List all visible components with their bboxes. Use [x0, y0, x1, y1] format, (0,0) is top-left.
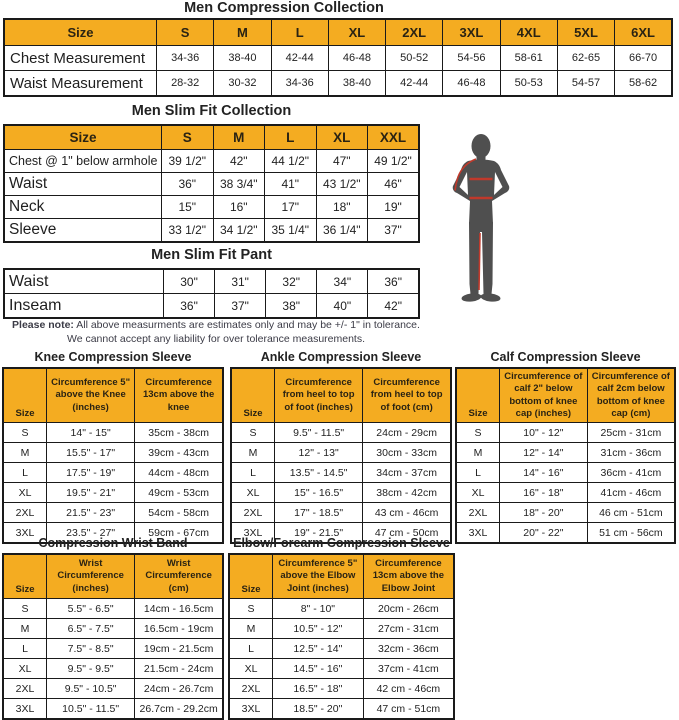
- cell-value: 24cm - 26.7cm: [135, 679, 223, 699]
- row-label: Sleeve: [4, 219, 162, 243]
- cell-value: 10" - 12": [500, 423, 588, 443]
- column-header: Circumference 13cm above the knee: [135, 368, 223, 423]
- row-label: M: [229, 619, 273, 639]
- table-row: [4, 173, 419, 196]
- cell-value: 46": [368, 173, 420, 196]
- table-row: [3, 443, 223, 463]
- cell-value: 47 cm - 51cm: [363, 699, 454, 720]
- column-header: Size: [3, 368, 47, 423]
- cell-value: 58-61: [500, 46, 557, 71]
- cell-value: 35 1/4": [265, 219, 317, 243]
- column-header: Size: [4, 19, 157, 46]
- table-row: [456, 503, 675, 523]
- table-row: [3, 659, 223, 679]
- table-row: [456, 483, 675, 503]
- cell-value: 43 1/2": [316, 173, 368, 196]
- cell-value: 12.5" - 14": [273, 639, 364, 659]
- cell-value: 30cm - 33cm: [363, 443, 451, 463]
- column-header: Circumference 5" above the Elbow Joint (inches): [273, 554, 364, 599]
- row-label: S: [3, 423, 47, 443]
- row-label: Waist: [4, 173, 162, 196]
- cell-value: 43 cm - 46cm: [363, 503, 451, 523]
- table-row: [4, 71, 672, 97]
- cell-value: 21.5" - 23": [47, 503, 135, 523]
- title-calf-compression-sleeve: Calf Compression Sleeve: [490, 350, 641, 364]
- column-header: XL: [328, 19, 385, 46]
- row-label: XL: [3, 483, 47, 503]
- cell-value: 18": [316, 196, 368, 219]
- cell-value: 6.5" - 7.5": [47, 619, 135, 639]
- cell-value: 49cm - 53cm: [135, 483, 223, 503]
- row-label: XL: [3, 659, 47, 679]
- column-header: 3XL: [443, 19, 500, 46]
- column-header: XL: [316, 125, 368, 150]
- title-compression-wrist-band: Compression Wrist Band: [38, 536, 188, 550]
- table-row: [456, 463, 675, 483]
- table-row: [229, 679, 454, 699]
- cell-value: 39 1/2": [162, 150, 214, 173]
- cell-value: 14.5" - 16": [273, 659, 364, 679]
- table-row: [3, 679, 223, 699]
- cell-value: 19.5" - 21": [47, 483, 135, 503]
- row-label: 2XL: [3, 679, 47, 699]
- cell-value: 54-56: [443, 46, 500, 71]
- header-row: [231, 368, 451, 423]
- cell-value: 36cm - 41cm: [587, 463, 675, 483]
- cell-value: 35cm - 38cm: [135, 423, 223, 443]
- cell-value: 42-44: [271, 46, 328, 71]
- cell-value: 15" - 16.5": [275, 483, 363, 503]
- title-ankle-compression-sleeve: Ankle Compression Sleeve: [260, 350, 422, 364]
- cell-value: 26.7cm - 29.2cm: [135, 699, 223, 720]
- row-label: S: [229, 599, 273, 619]
- calf-compression-sleeve-table: [455, 367, 676, 544]
- cell-value: 38-40: [328, 71, 385, 97]
- note-line2: We cannot accept any liability for over tolerance measurements.: [66, 332, 366, 345]
- cell-value: 36": [162, 173, 214, 196]
- table-row: [4, 269, 419, 294]
- cell-value: 36 1/4": [316, 219, 368, 243]
- row-label: Waist: [4, 269, 164, 294]
- cell-value: 19cm - 21.5cm: [135, 639, 223, 659]
- cell-value: 20cm - 26cm: [363, 599, 454, 619]
- row-label: S: [456, 423, 500, 443]
- column-header: Size: [229, 554, 273, 599]
- table-row: [3, 463, 223, 483]
- column-header: Wrist Circumference (cm): [135, 554, 223, 599]
- column-header: Circumference from heel to top of foot (cm): [363, 368, 451, 423]
- knee-compression-sleeve-table: [2, 367, 224, 544]
- cell-value: 17" - 18.5": [275, 503, 363, 523]
- cell-value: 39cm - 43cm: [135, 443, 223, 463]
- cell-value: 16": [213, 196, 265, 219]
- cell-value: 16" - 18": [500, 483, 588, 503]
- column-header: XXL: [368, 125, 420, 150]
- header-row: [4, 19, 672, 46]
- table-row: [231, 483, 451, 503]
- cell-value: 37": [215, 294, 266, 319]
- cell-value: 23.5" - 27": [47, 523, 135, 544]
- row-label: M: [3, 443, 47, 463]
- cell-value: 14cm - 16.5cm: [135, 599, 223, 619]
- cell-value: 32": [266, 269, 317, 294]
- table-row: [3, 599, 223, 619]
- column-header: Circumference 13cm above the Elbow Joint: [363, 554, 454, 599]
- row-label: M: [3, 619, 47, 639]
- cell-value: 20" - 22": [500, 523, 588, 544]
- title-men-slim-fit-collection: Men Slim Fit Collection: [131, 103, 292, 119]
- row-label: Neck: [4, 196, 162, 219]
- cell-value: 36": [368, 269, 419, 294]
- cell-value: 41": [265, 173, 317, 196]
- cell-value: 10.5" - 11.5": [47, 699, 135, 720]
- row-label: Waist Measurement: [4, 71, 157, 97]
- row-label: S: [3, 599, 47, 619]
- cell-value: 62-65: [557, 46, 614, 71]
- cell-value: 24cm - 29cm: [363, 423, 451, 443]
- cell-value: 34-36: [271, 71, 328, 97]
- cell-value: 5.5" - 6.5": [47, 599, 135, 619]
- cell-value: 14" - 15": [47, 423, 135, 443]
- table-row: [4, 294, 419, 319]
- cell-value: 34": [317, 269, 368, 294]
- row-label: Chest Measurement: [4, 46, 157, 71]
- male-silhouette-figure: [446, 134, 516, 312]
- cell-value: 30": [164, 269, 215, 294]
- cell-value: 42-44: [386, 71, 443, 97]
- table-row: [229, 599, 454, 619]
- row-label: 3XL: [456, 523, 500, 544]
- table-row: [3, 483, 223, 503]
- elbow-forearm-compression-sleeve-table: [228, 553, 455, 720]
- table-row: [4, 219, 419, 243]
- header-row: [3, 554, 223, 599]
- row-label: XL: [456, 483, 500, 503]
- cell-value: 54-57: [557, 71, 614, 97]
- cell-value: 41cm - 46cm: [587, 483, 675, 503]
- row-label: S: [231, 423, 275, 443]
- cell-value: 47": [316, 150, 368, 173]
- column-header: 4XL: [500, 19, 557, 46]
- column-header: M: [213, 125, 265, 150]
- column-header: Size: [3, 554, 47, 599]
- cell-value: 17": [265, 196, 317, 219]
- men-slim-fit-pant-table: [3, 268, 420, 319]
- cell-value: 44 1/2": [265, 150, 317, 173]
- table-row: [231, 443, 451, 463]
- table-row: [4, 150, 419, 173]
- row-label: L: [3, 639, 47, 659]
- cell-value: 38": [266, 294, 317, 319]
- table-row: [3, 639, 223, 659]
- table-row: [4, 46, 672, 71]
- cell-value: 31": [215, 269, 266, 294]
- table-row: [231, 463, 451, 483]
- table-row: [456, 523, 675, 544]
- cell-value: 34-36: [157, 46, 214, 71]
- cell-value: 18" - 20": [500, 503, 588, 523]
- cell-value: 49 1/2": [368, 150, 420, 173]
- row-label: XL: [231, 483, 275, 503]
- cell-value: 9.5" - 9.5": [47, 659, 135, 679]
- column-header: S: [162, 125, 214, 150]
- table-row: [229, 659, 454, 679]
- column-header: Circumference 5" above the Knee (inches): [47, 368, 135, 423]
- title-men-slim-fit-pant: Men Slim Fit Pant: [151, 247, 272, 263]
- cell-value: 50-52: [386, 46, 443, 71]
- column-header: L: [265, 125, 317, 150]
- men-slim-fit-collection-table: [3, 124, 420, 243]
- header-row: [229, 554, 454, 599]
- row-label: M: [456, 443, 500, 463]
- cell-value: 28-32: [157, 71, 214, 97]
- male-silhouette-graphic: [446, 134, 516, 312]
- compression-wrist-band-table: [2, 553, 224, 720]
- column-header: Wrist Circumference (inches): [47, 554, 135, 599]
- column-header: Size: [456, 368, 500, 423]
- cell-value: 38cm - 42cm: [363, 483, 451, 503]
- cell-value: 16.5" - 18": [273, 679, 364, 699]
- row-label: Chest @ 1" below armhole: [4, 150, 162, 173]
- row-label: 2XL: [3, 503, 47, 523]
- cell-value: 46-48: [443, 71, 500, 97]
- cell-value: 42": [368, 294, 419, 319]
- row-label: L: [456, 463, 500, 483]
- cell-value: 12" - 14": [500, 443, 588, 463]
- title-knee-compression-sleeve: Knee Compression Sleeve: [34, 350, 192, 364]
- row-label: L: [229, 639, 273, 659]
- cell-value: 19" - 21.5": [275, 523, 363, 544]
- men-compression-collection-table: [3, 18, 673, 97]
- cell-value: 36": [164, 294, 215, 319]
- column-header: S: [157, 19, 214, 46]
- cell-value: 33 1/2": [162, 219, 214, 243]
- column-header: Circumference of calf 2cm below bottom of knee cap (cm): [587, 368, 675, 423]
- table-row: [231, 423, 451, 443]
- cell-value: 34cm - 37cm: [363, 463, 451, 483]
- header-row: [3, 368, 223, 423]
- cell-value: 18.5" - 20": [273, 699, 364, 720]
- table-row: [3, 699, 223, 720]
- note-line1: All above measurments are estimates only and may be +/- 1" in tolerance.: [73, 319, 420, 331]
- row-label: 2XL: [231, 503, 275, 523]
- cell-value: 51 cm - 56cm: [587, 523, 675, 544]
- header-row: [456, 368, 675, 423]
- row-label: 2XL: [456, 503, 500, 523]
- row-label: L: [3, 463, 47, 483]
- cell-value: 31cm - 36cm: [587, 443, 675, 463]
- column-header: L: [271, 19, 328, 46]
- cell-value: 42 cm - 46cm: [363, 679, 454, 699]
- cell-value: 7.5" - 8.5": [47, 639, 135, 659]
- table-row: [229, 699, 454, 720]
- column-header: Circumference of calf 2" below bottom of knee cap (inches): [500, 368, 588, 423]
- column-header: Size: [231, 368, 275, 423]
- table-row: [229, 639, 454, 659]
- cell-value: 17.5" - 19": [47, 463, 135, 483]
- cell-value: 13.5" - 14.5": [275, 463, 363, 483]
- cell-value: 38 3/4": [213, 173, 265, 196]
- cell-value: 9.5" - 11.5": [275, 423, 363, 443]
- table-row: [4, 196, 419, 219]
- tolerance-note: [0, 319, 432, 346]
- row-label: L: [231, 463, 275, 483]
- cell-value: 58-62: [615, 71, 672, 97]
- cell-value: 14" - 16": [500, 463, 588, 483]
- cell-value: 37cm - 41cm: [363, 659, 454, 679]
- table-row: [3, 619, 223, 639]
- table-row: [456, 443, 675, 463]
- table-row: [231, 503, 451, 523]
- cell-value: 25cm - 31cm: [587, 423, 675, 443]
- cell-value: 32cm - 36cm: [363, 639, 454, 659]
- row-label: Inseam: [4, 294, 164, 319]
- cell-value: 19": [368, 196, 420, 219]
- cell-value: 50-53: [500, 71, 557, 97]
- cell-value: 12" - 13": [275, 443, 363, 463]
- cell-value: 40": [317, 294, 368, 319]
- column-header: M: [214, 19, 271, 46]
- cell-value: 54cm - 58cm: [135, 503, 223, 523]
- note-lead: Please note:: [12, 319, 74, 331]
- cell-value: 21.5cm - 24cm: [135, 659, 223, 679]
- cell-value: 9.5" - 10.5": [47, 679, 135, 699]
- cell-value: 42": [213, 150, 265, 173]
- ankle-compression-sleeve-table: [230, 367, 452, 544]
- cell-value: 44cm - 48cm: [135, 463, 223, 483]
- row-label: 3XL: [3, 523, 47, 544]
- row-label: XL: [229, 659, 273, 679]
- cell-value: 46 cm - 51cm: [587, 503, 675, 523]
- column-header: 2XL: [386, 19, 443, 46]
- cell-value: 66-70: [615, 46, 672, 71]
- cell-value: 37": [368, 219, 420, 243]
- row-label: 3XL: [3, 699, 47, 720]
- title-elbow-forearm-compression-sleeve: Elbow/Forearm Compression Sleeve: [233, 536, 450, 550]
- table-row: [456, 423, 675, 443]
- cell-value: 38-40: [214, 46, 271, 71]
- cell-value: 59cm - 67cm: [135, 523, 223, 544]
- cell-value: 46-48: [328, 46, 385, 71]
- cell-value: 16.5cm - 19cm: [135, 619, 223, 639]
- cell-value: 10.5" - 12": [273, 619, 364, 639]
- row-label: M: [231, 443, 275, 463]
- cell-value: 27cm - 31cm: [363, 619, 454, 639]
- column-header: 5XL: [557, 19, 614, 46]
- cell-value: 47 cm - 50cm: [363, 523, 451, 544]
- cell-value: 34 1/2": [213, 219, 265, 243]
- cell-value: 30-32: [214, 71, 271, 97]
- row-label: 2XL: [229, 679, 273, 699]
- row-label: 3XL: [229, 699, 273, 720]
- row-label: 3XL: [231, 523, 275, 544]
- header-row: [4, 125, 419, 150]
- title-men-compression-collection: Men Compression Collection: [184, 0, 384, 16]
- table-row: [3, 423, 223, 443]
- table-row: [3, 503, 223, 523]
- table-row: [229, 619, 454, 639]
- column-header: Circumference from heel to top of foot (inches): [275, 368, 363, 423]
- cell-value: 8" - 10": [273, 599, 364, 619]
- column-header: Size: [4, 125, 162, 150]
- cell-value: 15": [162, 196, 214, 219]
- column-header: 6XL: [615, 19, 672, 46]
- cell-value: 15.5" - 17": [47, 443, 135, 463]
